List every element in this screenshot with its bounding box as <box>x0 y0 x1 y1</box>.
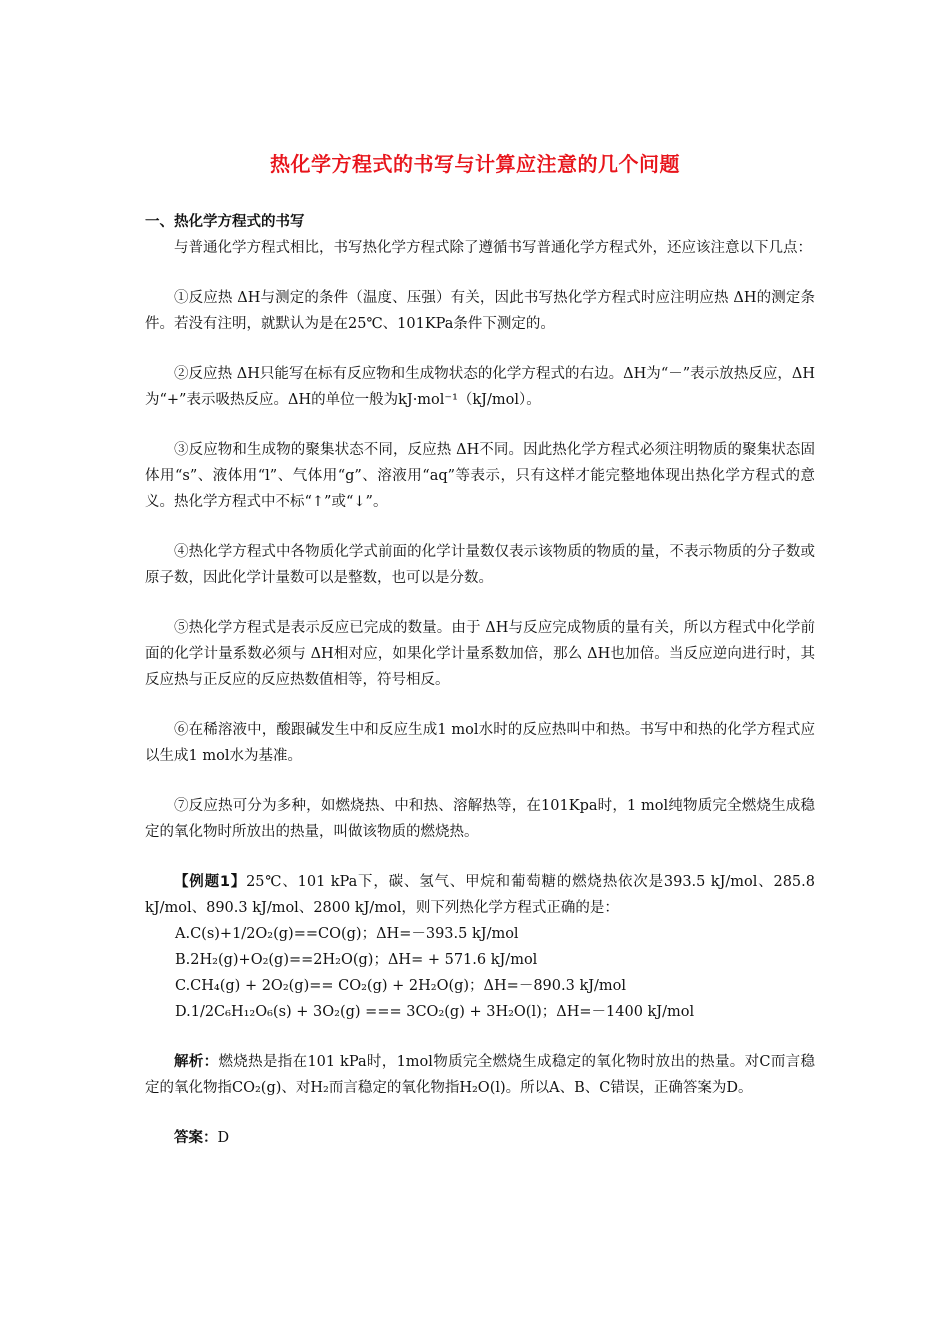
document-title: 热化学方程式的书写与计算应注意的几个问题 <box>270 152 680 176</box>
point-7: ⑦反应热可分为多种，如燃烧热、中和热、溶解热等，在101Kpa时，1 mol纯物质完全燃烧生成稳定的氧化物时所放出的热量，叫做该物质的燃烧热。 <box>145 798 815 840</box>
section-intro: 与普通化学方程式相比，书写热化学方程式除了遵循书写普通化学方程式外，还应该注意以下几点： <box>174 240 812 256</box>
example-label: 【例题1】 <box>174 874 247 890</box>
analysis-label: 解析： <box>174 1054 219 1070</box>
point-2: ②反应热 ΔH只能写在标有反应物和生成物状态的化学方程式的右边。ΔH为“－”表示放热反应，ΔH为“+”表示吸热反应。ΔH的单位一般为kJ·mol⁻¹（kJ/mol）。 <box>145 366 815 408</box>
point-1: ①反应热 ΔH与测定的条件（温度、压强）有关，因此书写热化学方程式时应注明应热 ΔH的测定条件。若没有注明，就默认为是在25℃、101KPa条件下测定的。 <box>145 290 815 332</box>
example-option-b: B.2H₂(g)+O₂(g)==2H₂O(g)；ΔH= + 571.6 kJ/mol <box>175 952 538 968</box>
example-question <box>145 869 815 921</box>
example-analysis <box>145 1049 815 1101</box>
point-3: ③反应物和生成物的聚集状态不同，反应热 ΔH不同。因此热化学方程式必须注明物质的聚集状态固体用“s”、液体用“l”、气体用“g”、溶液用“aq”等表示，只有这样才能完整地体现出热化学方程式的意义。热化学方程式中不标“↑”或“↓”。 <box>145 442 815 510</box>
point-6: ⑥在稀溶液中，酸跟碱发生中和反应生成1 mol水时的反应热叫中和热。书写中和热的化学方程式应以生成1 mol水为基准。 <box>145 722 815 764</box>
document-body <box>145 209 815 1151</box>
example-stem: 25℃、101 kPa下，碳、氢气、甲烷和葡萄糖的燃烧热依次是393.5 kJ/mol、285.8 kJ/mol、890.3 kJ/mol、2800 kJ/mol，则下列热化学方程式正确的是： <box>145 874 815 916</box>
answer-text: D <box>217 1130 230 1146</box>
analysis-text: 燃烧热是指在101 kPa时，1mol物质完全燃烧生成稳定的氧化物时放出的热量。对C而言稳定的氧化物指CO₂(g)、对H₂而言稳定的氧化物指H₂O(l)。所以A、B、C错误，正确答案为D。 <box>145 1054 815 1096</box>
point-5: ⑤热化学方程式是表示反应已完成的数量。由于 ΔH与反应完成物质的量有关，所以方程式中化学前面的化学计量系数必须与 ΔH相对应，如果化学计量系数加倍，那么 ΔH也加倍。当反应逆向进行时，其反应热与正反应的反应热数值相等，符号相反。 <box>145 620 815 688</box>
example-option-a: A.C(s)+1/2O₂(g)==CO(g)；ΔH=－393.5 kJ/mol <box>175 926 519 942</box>
example-option-d: D.1/2C₆H₁₂O₆(s) + 3O₂(g) === 3CO₂(g) + 3H₂O(l)；ΔH=－1400 kJ/mol <box>175 1004 695 1020</box>
section-heading: 一、热化学方程式的书写 <box>145 214 305 230</box>
point-4: ④热化学方程式中各物质化学式前面的化学计量数仅表示该物质的物质的量，不表示物质的分子数或原子数，因此化学计量数可以是整数，也可以是分数。 <box>145 544 815 586</box>
example-answer <box>145 1125 815 1151</box>
answer-label: 答案： <box>174 1130 218 1146</box>
example-option-c: C.CH₄(g) + 2O₂(g)== CO₂(g) + 2H₂O(g)；ΔH=－890.3 kJ/mol <box>175 978 627 994</box>
